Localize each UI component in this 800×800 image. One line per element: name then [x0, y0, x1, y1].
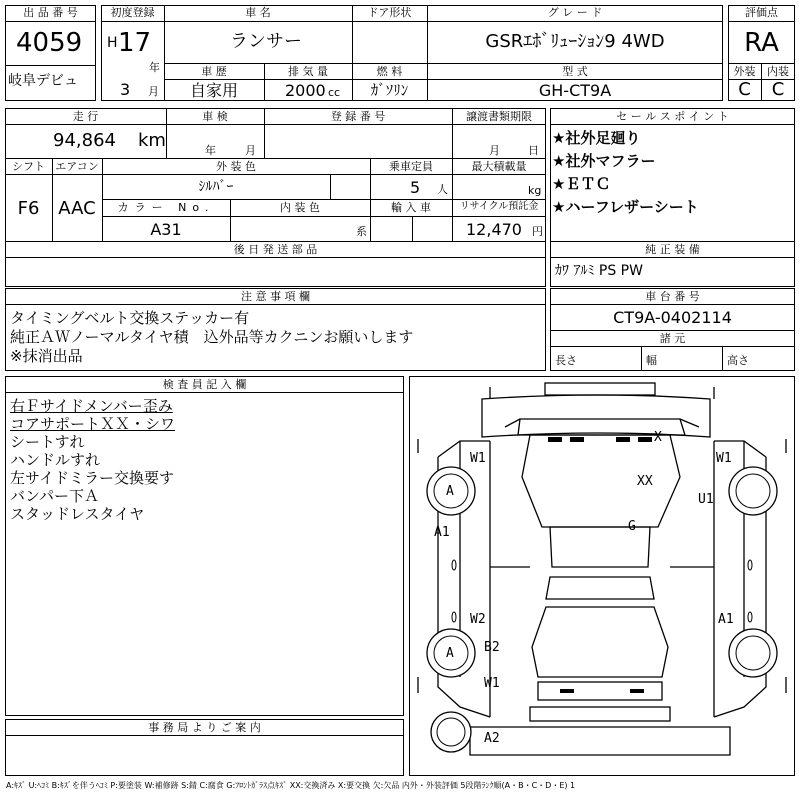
era: H	[107, 35, 118, 51]
fuel-header: 燃 料	[376, 65, 403, 78]
exterior-header: 外装	[733, 65, 756, 78]
mileage-header: 走 行	[72, 110, 99, 123]
insp-month-unit: 月	[245, 144, 256, 157]
ext-color-header: 外 装 色	[216, 160, 256, 173]
color-no: A31	[150, 220, 182, 239]
reg-year: 17	[118, 28, 152, 58]
width-label: 幅	[646, 354, 657, 367]
length-label: 長さ	[555, 354, 577, 367]
shift-header: シフト	[12, 160, 45, 173]
caution-note-3: ※抹消出品	[10, 347, 83, 365]
inspector-note-1: 右Ｆサイドメンバー歪み	[10, 397, 173, 415]
exterior-score: C	[738, 79, 751, 100]
mileage: 94,864	[53, 130, 116, 151]
equipment-header: 純 正 装 備	[645, 243, 700, 256]
caution-note-2: 純正ＡＷノーマルタイヤ積 込外品等カクニンお願いします	[10, 328, 414, 346]
insp-year-unit: 年	[205, 144, 216, 157]
displacement-header: 排 気 量	[288, 65, 328, 78]
chassis-header: 車 台 番 号	[645, 290, 700, 303]
max-load-header: 最大積載量	[471, 160, 527, 173]
parts-header: 後 日 発 送 部 品	[233, 243, 318, 256]
lot-number: 4059	[16, 28, 83, 58]
first-reg-header: 初度登録	[110, 6, 155, 19]
car-name-header: 車 名	[245, 6, 271, 19]
overall-score: RA	[744, 28, 779, 58]
height-label: 高さ	[727, 354, 749, 367]
mark-a-front-left-wheel: A	[446, 484, 454, 499]
inspector-note-3: シートすれ	[10, 433, 85, 451]
transfer-day-unit: 日	[528, 144, 539, 157]
sales-point-header: セ ー ル ス ポ イ ン ト	[616, 110, 729, 123]
mark-x-front: X	[654, 430, 662, 445]
mark-b2-rear-left: B2	[484, 640, 500, 655]
ext-color: ｼﾙﾊﾞｰ	[198, 179, 234, 195]
interior-header: 内装	[767, 65, 789, 78]
mark-a2-rear-bumper: A2	[484, 731, 500, 746]
inspector-note-2: コアサポートＸＸ・シワ	[10, 415, 176, 433]
sales-point-4: ★ハーフレザーシート	[552, 198, 699, 216]
grade: GSRｴﾎﾞﾘｭｰｼｮﾝ9 4WD	[485, 31, 665, 52]
capacity-unit: 人	[437, 183, 448, 196]
int-color-suffix: 系	[356, 225, 367, 238]
door-type-header: ドア形状	[367, 6, 412, 19]
chassis-number: CT9A-0402114	[613, 308, 732, 327]
capacity: 5	[410, 178, 421, 197]
mark-w1-rear: W1	[484, 676, 500, 691]
inspector-header: 検 査 員 記 入 欄	[162, 378, 247, 391]
model-header: 型 式	[562, 65, 588, 78]
inspector-note-6: バンパー下Ａ	[10, 487, 99, 505]
damage-diagram	[409, 376, 795, 776]
aircon: AAC	[58, 198, 96, 219]
color-no-header: カラー No.	[117, 201, 215, 214]
year-unit: 年	[149, 61, 160, 74]
caution-header: 注 意 事 項 欄	[241, 290, 310, 303]
model-code: GH-CT9A	[538, 81, 612, 100]
mark-a-rear-left-wheel: A	[446, 646, 454, 661]
int-color-header: 内 装 色	[280, 201, 320, 214]
legend-text: A:ｷｽﾞ U:ﾍｺﾐ B:ｷｽﾞを伴うﾍｺﾐ P:要塗装 W:補修跡 S:錆 C:腐食 G:ﾌﾛﾝﾄｶﾞﾗｽ点ｷｽﾞ XX:交換済み X:要交換 欠:欠品 内外・外装評価 5段階ﾗﾝｸ順(A・B・C・D・E) 1	[6, 781, 576, 790]
inspection-header: 車 検	[202, 110, 228, 123]
inspector-note-4: ハンドルすれ	[10, 451, 101, 469]
yen-unit: 円	[532, 225, 543, 238]
sales-point-3: ★ＥＴＣ	[552, 175, 611, 193]
shift: F6	[17, 198, 40, 219]
kg-unit: kg	[528, 184, 542, 197]
mark-w1-front-right: W1	[716, 451, 732, 466]
interior-score: C	[771, 79, 785, 100]
mark-a1-rear-right: A1	[718, 612, 734, 627]
office-header: 事 務 局 よ り ご 案 内	[148, 721, 261, 734]
reg-no-header: 登 録 番 号	[330, 110, 386, 123]
equipment: ｶﾜ ｱﾙﾐ PS PW	[555, 263, 643, 279]
mark-w1-front-left: W1	[470, 451, 486, 466]
recycle-fee: 12,470	[466, 220, 522, 239]
transfer-header: 譲渡書類期限	[466, 110, 532, 123]
month-unit: 月	[148, 85, 159, 98]
grade-header: グ レ ー ド	[547, 6, 603, 19]
transfer-month-unit: 月	[489, 144, 500, 157]
mark-u1-right: U1	[698, 492, 714, 507]
history-header: 車 歴	[201, 65, 227, 78]
mark-w2-rear-left: W2	[470, 612, 486, 627]
recycle-header: リサイクル預託金	[459, 201, 539, 212]
history: 自家用	[189, 81, 238, 100]
mileage-unit: km	[138, 130, 166, 151]
sales-point-2: ★社外マフラー	[552, 152, 656, 170]
venue-name: 岐阜デビュ	[8, 73, 78, 89]
mark-a1-left-door: A1	[434, 525, 450, 540]
mark-xx-hood: XX	[637, 474, 653, 489]
sales-point-1: ★社外足廻り	[552, 129, 641, 147]
fuel: ｶﾞｿﾘﾝ	[370, 81, 409, 99]
aircon-header: エアコン	[55, 160, 99, 173]
cc-unit: cc	[328, 86, 341, 99]
inspector-note-7: スタッドレスタイヤ	[10, 505, 145, 523]
import-header: 輸 入 車	[391, 201, 431, 214]
car-name: ランサー	[230, 31, 302, 52]
reg-month: 3	[120, 80, 131, 99]
car-outline-diagram	[410, 377, 794, 775]
caution-note-1: タイミングベルト交換ステッカー有	[10, 309, 250, 327]
mark-g-windshield: G	[628, 519, 636, 534]
inspector-note-5: 左サイドミラー交換要す	[10, 469, 174, 487]
lot-no-header: 出 品 番 号	[23, 6, 78, 19]
score-header: 評価点	[745, 6, 778, 19]
displacement: 2000	[285, 81, 326, 100]
capacity-header: 乗車定員	[389, 160, 433, 173]
dimensions-header: 諸 元	[659, 332, 686, 345]
